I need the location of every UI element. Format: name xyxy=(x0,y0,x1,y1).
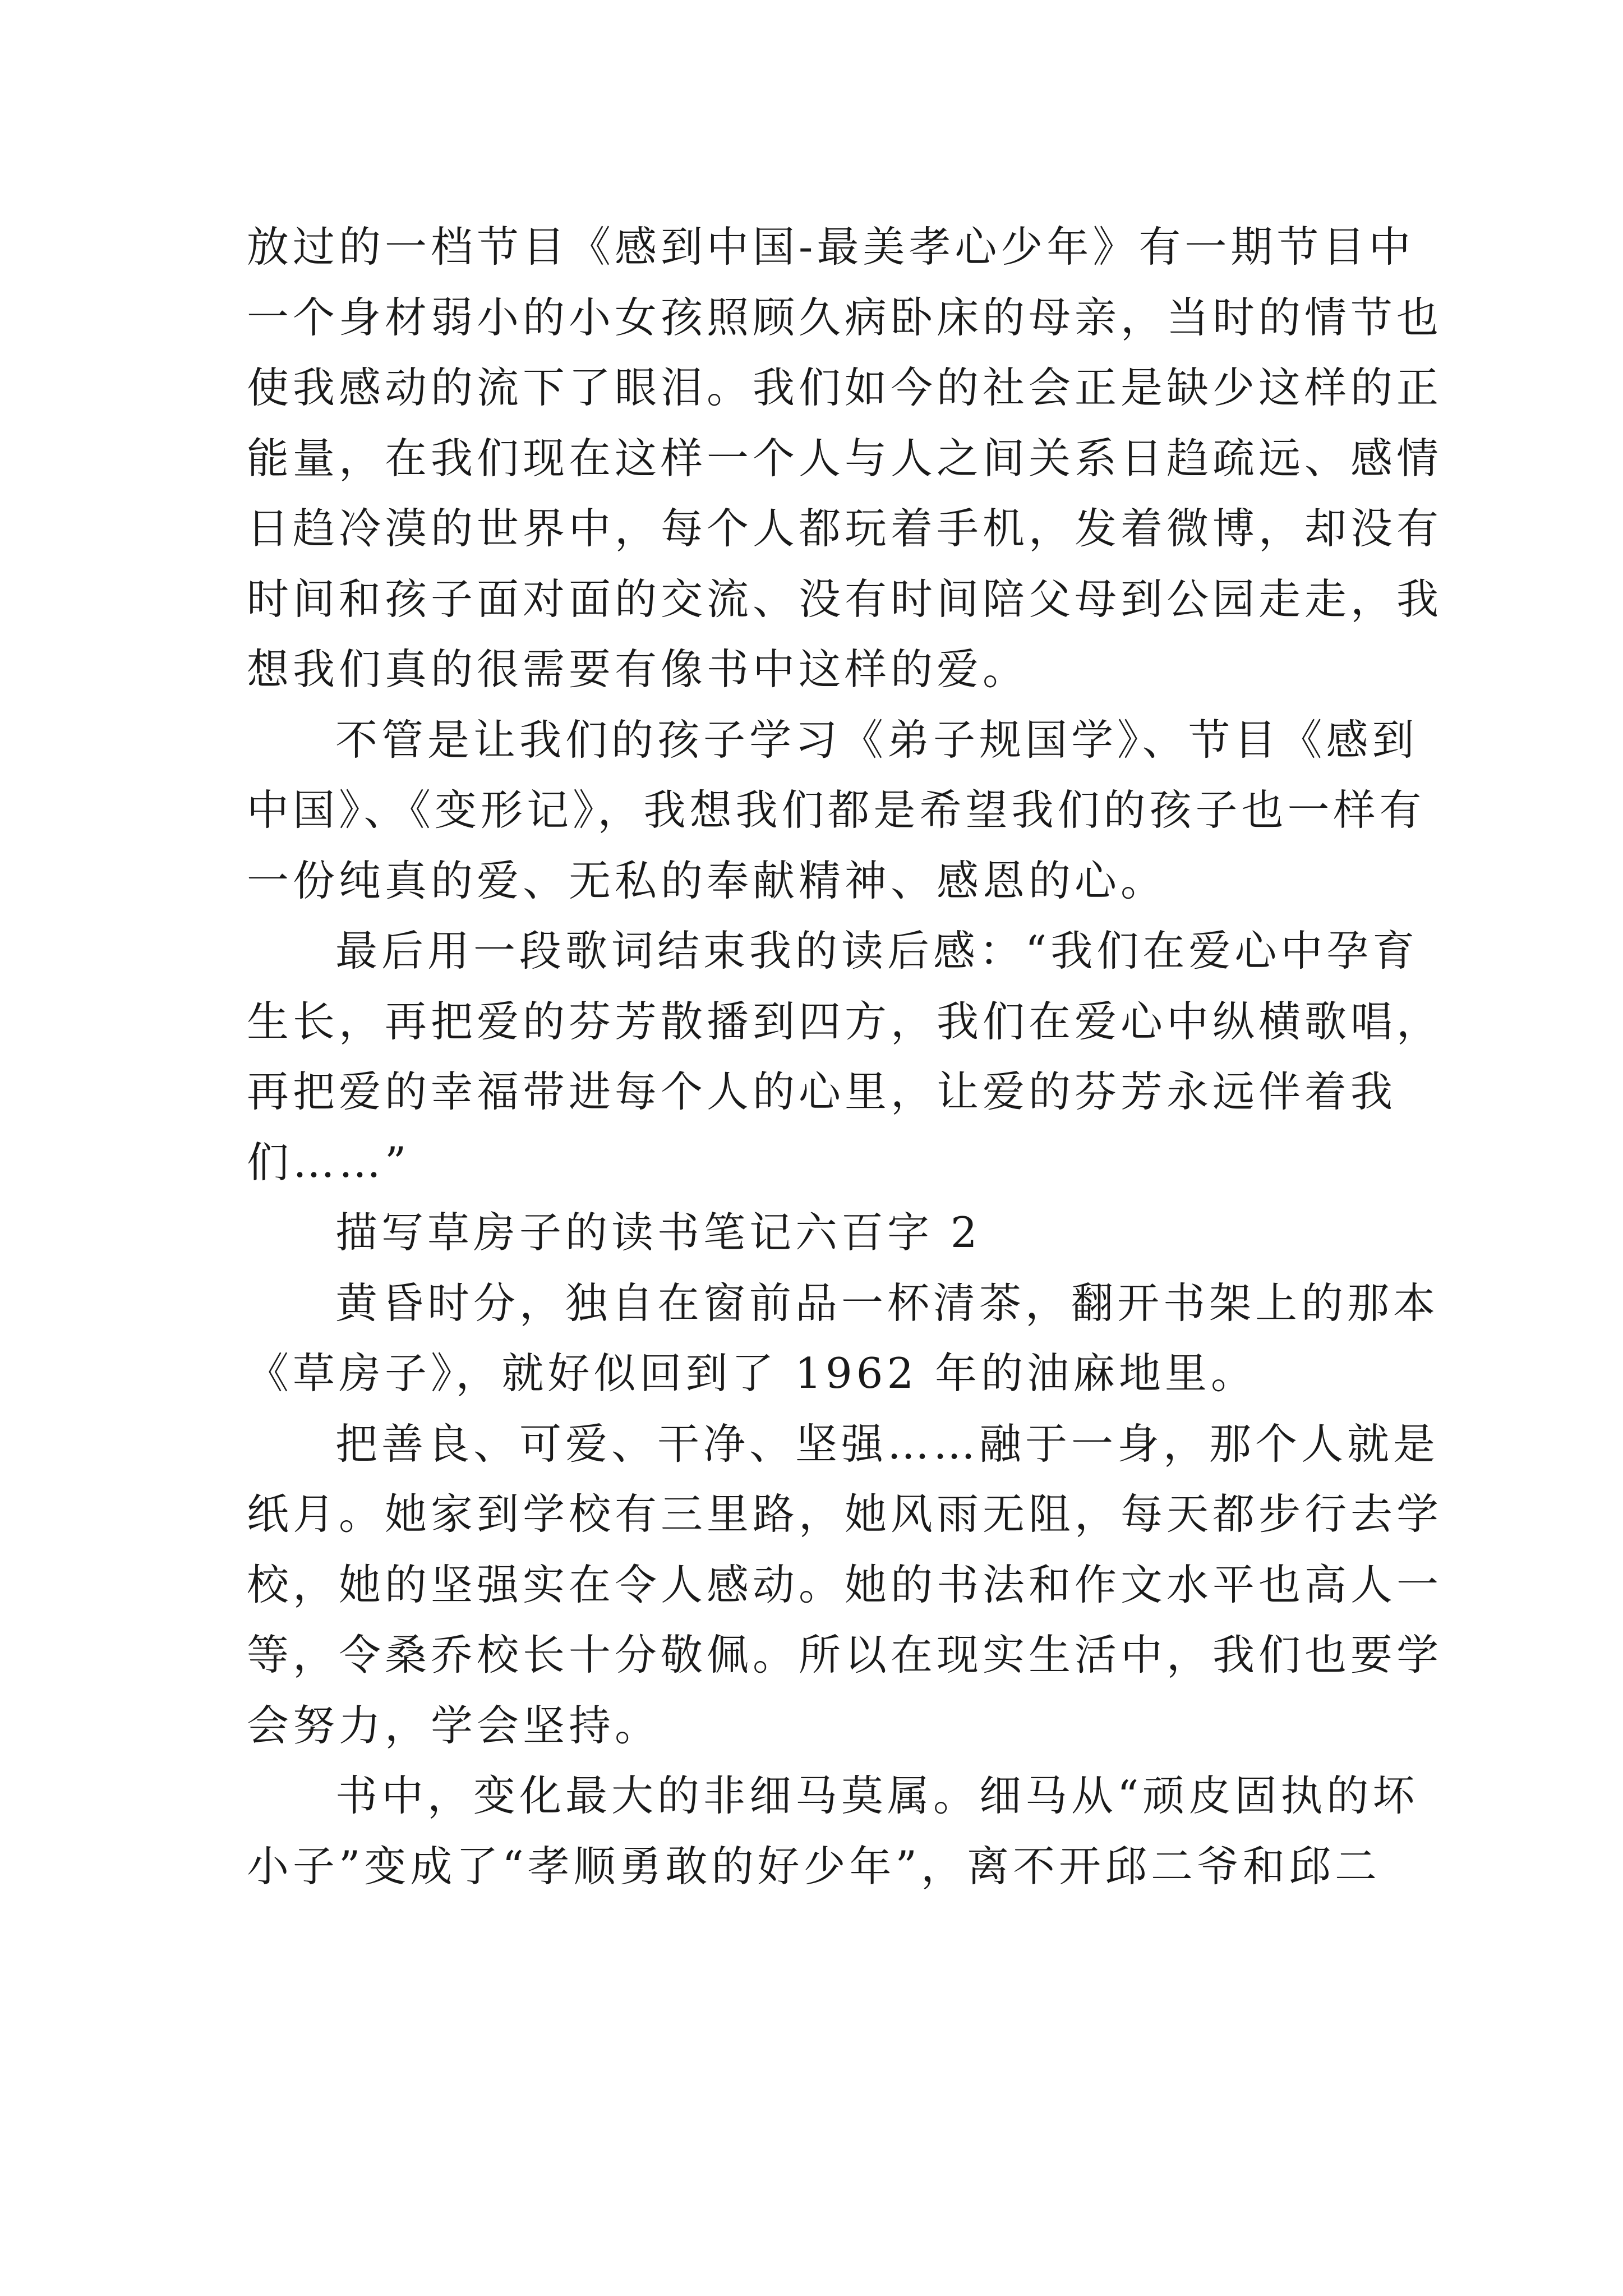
text-line: 不管是让我们的孩子学习《弟子规国学》、节目《感到 xyxy=(335,715,1418,765)
text-line: 再把爱的幸福带进每个人的心里，让爱的芬芳永远伴着我 xyxy=(247,1067,1397,1116)
document-body xyxy=(247,212,1443,1902)
text-line: 《草房子》，就好似回到了 1962 年的油麻地里。 xyxy=(247,1349,1257,1398)
text-line: 黄昏时分，独自在窗前品一杯清茶，翻开书架上的那本 xyxy=(335,1278,1440,1328)
text-line: 们……” xyxy=(247,1137,411,1187)
text-line: 时间和孩子面对面的交流、没有时间陪父母到公园走走，我 xyxy=(247,574,1443,624)
text-line: 能量，在我们现在这样一个人与人之间关系日趋疏远、感情 xyxy=(247,433,1443,483)
text-line: 生长，再把爱的芬芳散播到四方，我们在爱心中纵横歌唱， xyxy=(247,996,1443,1046)
text-line: 中国》、《变形记》，我想我们都是希望我们的孩子也一样有 xyxy=(247,785,1426,835)
text-line: 等，令桑乔校长十分敬佩。所以在现实生活中，我们也要学 xyxy=(247,1630,1443,1680)
text-line: 使我感动的流下了眼泪。我们如今的社会正是缺少这样的正 xyxy=(247,363,1443,412)
text-line: 放过的一档节目《感到中国-最美孝心少年》有一期节目中 xyxy=(247,222,1415,272)
text-line: 最后用一段歌词结束我的读后感：“我们在爱心中孕育 xyxy=(335,926,1419,976)
text-line: 小子”变成了“孝顺勇敢的好少年”，离不开邱二爷和邱二 xyxy=(247,1841,1381,1891)
text-line: 书中，变化最大的非细马莫属。细马从“顽皮固执的坏 xyxy=(335,1771,1419,1820)
text-line: 一份纯真的爱、无私的奉献精神、感恩的心。 xyxy=(247,855,1167,905)
text-line: 校，她的坚强实在令人感动。她的书法和作文水平也高人一 xyxy=(247,1559,1443,1609)
text-line: 日趋冷漠的世界中，每个人都玩着手机，发着微博，却没有 xyxy=(247,504,1443,553)
text-line: 把善良、可爱、干净、坚强……融于一身，那个人就是 xyxy=(335,1419,1440,1469)
text-line: 纸月。她家到学校有三里路，她风雨无阻，每天都步行去学 xyxy=(247,1489,1443,1539)
text-line: 一个身材弱小的小女孩照顾久病卧床的母亲，当时的情节也 xyxy=(247,292,1443,342)
section-heading: 描写草房子的读书笔记六百字 2 xyxy=(335,1208,981,1257)
text-line: 想我们真的很需要有像书中这样的爱。 xyxy=(247,645,1029,694)
text-line: 会努力，学会坚持。 xyxy=(247,1700,661,1750)
